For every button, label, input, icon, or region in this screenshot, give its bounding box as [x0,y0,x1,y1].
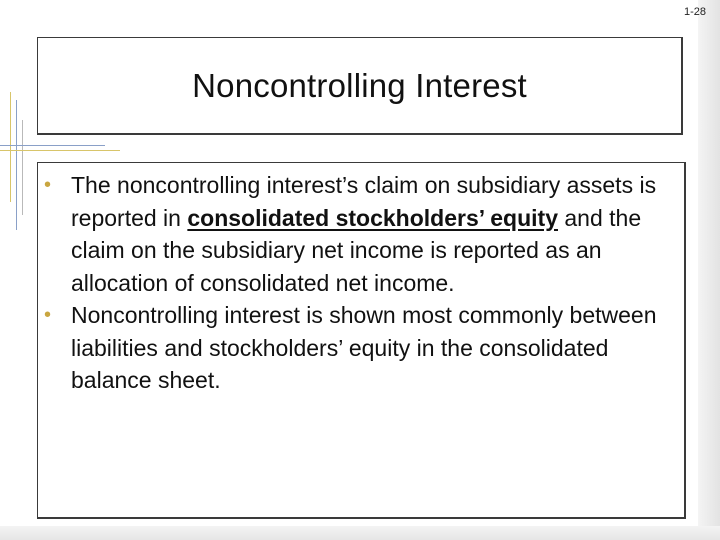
accent-line-vertical [22,120,23,215]
content-box [37,162,686,519]
slide-number: 1-28 [683,6,706,18]
slide-title: Noncontrolling Interest [192,66,527,104]
background-right-band [698,0,720,540]
background-bottom-band [0,526,720,540]
bullet-text: The noncontrolling interest’s claim on subsidiary assets is reported in [71,172,657,231]
bullet-item [38,299,678,397]
bullet-text: and the claim on the subsidiary net income is reported as an allocation of consolidated net income. [71,204,642,296]
title-box [37,37,683,135]
bullet-icon: • [44,304,52,326]
accent-line-horizontal [0,150,120,151]
accent-line-horizontal [0,145,105,146]
bullet-icon: • [44,174,52,196]
emphasized-term: consolidated stockholders’ equity [187,204,558,231]
bullet-list [38,169,678,397]
accent-line-vertical [10,92,11,202]
bullet-item [38,169,678,299]
bullet-text: Noncontrolling interest is shown most commonly between liabilities and stockholders’ equity in the consolidated balance sheet. [71,302,657,393]
accent-line-vertical [16,100,17,230]
